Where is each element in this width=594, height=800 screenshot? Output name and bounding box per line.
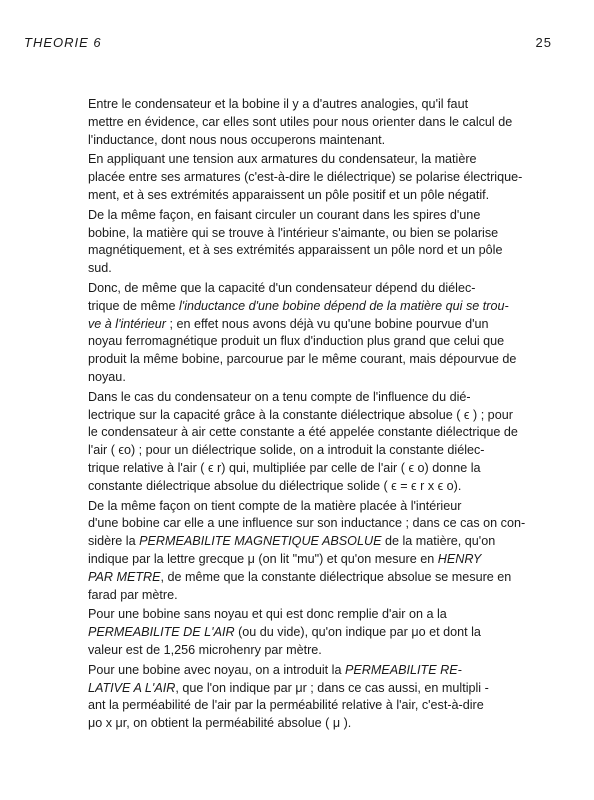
paragraph-6 (24, 498, 560, 605)
paragraph-8 (24, 662, 560, 733)
text-line: magnétiquement, et à ses extrémités apparaissent un pôle nord et un pôle (88, 243, 503, 258)
text-line: l'air ( ϵo) ; pour un diélectrique solide, on a introduit la constante diélec- (88, 443, 485, 458)
text-segment: Pour une bobine avec noyau, on a introduit la (88, 662, 345, 677)
text-segment: sidère la (88, 534, 140, 549)
text-line: noyau. (88, 369, 126, 384)
italic-emphasis: ve à l'intérieur (88, 316, 167, 331)
text-line (24, 316, 560, 334)
text-line (24, 551, 560, 569)
text-line: ant la perméabilité de l'air par la perméabilité relative à l'air, c'est-à-dire (88, 698, 484, 713)
page-number: 25 (535, 35, 552, 50)
text-line: valeur est de 1,256 microhenry par mètre. (88, 642, 322, 657)
text-line: De la même façon on tient compte de la matière placée à l'intérieur (88, 498, 462, 513)
text-line (24, 533, 560, 551)
body-text (24, 96, 560, 735)
paragraph-3 (24, 207, 560, 278)
text-line (24, 569, 560, 587)
text-segment: , de même que la constante diélectrique absolue se mesure en (160, 569, 512, 584)
text-line: Donc, de même que la capacité d'un condensateur dépend du diélec- (88, 280, 476, 295)
paragraph-7 (24, 606, 560, 659)
text-segment: trique de même (88, 298, 179, 313)
text-line: Pour une bobine sans noyau et qui est donc remplie d'air on a la (88, 607, 447, 622)
italic-emphasis: PERMEABILITE RE- (344, 662, 462, 677)
italic-emphasis: HENRY (437, 551, 482, 566)
text-line: constante diélectrique absolue du diélectrique solide ( ϵ = ϵ r x ϵ o). (88, 478, 462, 493)
page-header (24, 34, 552, 54)
text-segment: indique par la lettre grecque μ (on lit "mu") et qu'on mesure en (88, 551, 438, 566)
text-line: d'une bobine car elle a une influence sur son inductance ; dans ce cas on con- (88, 516, 526, 531)
text-line: produit la même bobine, parcourue par le même courant, mais dépourvue de (88, 352, 517, 367)
text-line (24, 662, 560, 680)
text-line: En appliquant une tension aux armatures du condensateur, la matière (88, 152, 477, 167)
text-line: l'inductance, dont nous nous occuperons maintenant. (88, 132, 386, 147)
text-line (24, 680, 560, 698)
paragraph-5 (24, 389, 560, 496)
text-line (24, 298, 560, 316)
paragraph-1 (24, 96, 560, 149)
paragraph-4 (24, 280, 560, 387)
text-segment: (ou du vide), qu'on indique par μo et dont la (234, 625, 481, 640)
italic-emphasis: l'inductance d'une bobine dépend de la matière qui se trou- (179, 298, 509, 313)
running-title: THEORIE 6 (24, 35, 102, 50)
text-line: farad par mètre. (88, 587, 178, 602)
italic-emphasis: PAR METRE (88, 569, 161, 584)
text-segment: ; en effet nous avons déjà vu qu'une bobine pourvue d'un (166, 316, 489, 331)
italic-emphasis: PERMEABILITE MAGNETIQUE ABSOLUE (139, 534, 382, 549)
text-line: Entre le condensateur et la bobine il y a d'autres analogies, qu'il faut (88, 97, 469, 111)
text-line: De la même façon, en faisant circuler un courant dans les spires d'une (88, 207, 481, 222)
text-line: sud. (88, 261, 112, 276)
text-line: ment, et à ses extrémités apparaissent un pôle positif et un pôle négatif. (88, 187, 490, 202)
text-line: le condensateur à air cette constante a été appelée constante diélectrique de (88, 425, 518, 440)
text-line (24, 624, 560, 642)
text-line: mettre en évidence, car elles sont utiles pour nous orienter dans le calcul de (88, 114, 513, 129)
text-segment: , que l'on indique par μr ; dans ce cas aussi, en multipli - (175, 680, 489, 695)
text-line: noyau ferromagnétique produit un flux d'induction plus grand que celui que (88, 334, 505, 349)
text-segment: de la matière, qu'on (381, 534, 496, 549)
text-line: bobine, la matière qui se trouve à l'intérieur s'aimante, ou bien se polarise (88, 225, 499, 240)
text-line: trique relative à l'air ( ϵ r) qui, multipliée par celle de l'air ( ϵ o) donne la (88, 460, 481, 475)
italic-emphasis: PERMEABILITE DE L'AIR (88, 625, 235, 640)
paragraph-2 (24, 151, 560, 204)
text-line: placée entre ses armatures (c'est-à-dire le diélectrique) se polarise électrique- (88, 170, 523, 185)
italic-emphasis: LATIVE A L'AIR (88, 680, 176, 695)
text-line: μo x μr, on obtient la perméabilité absolue ( μ ). (88, 716, 352, 731)
text-line: Dans le cas du condensateur on a tenu compte de l'influence du dié- (88, 389, 471, 404)
text-line: lectrique sur la capacité grâce à la constante diélectrique absolue ( ϵ ) ; pour (88, 407, 513, 422)
